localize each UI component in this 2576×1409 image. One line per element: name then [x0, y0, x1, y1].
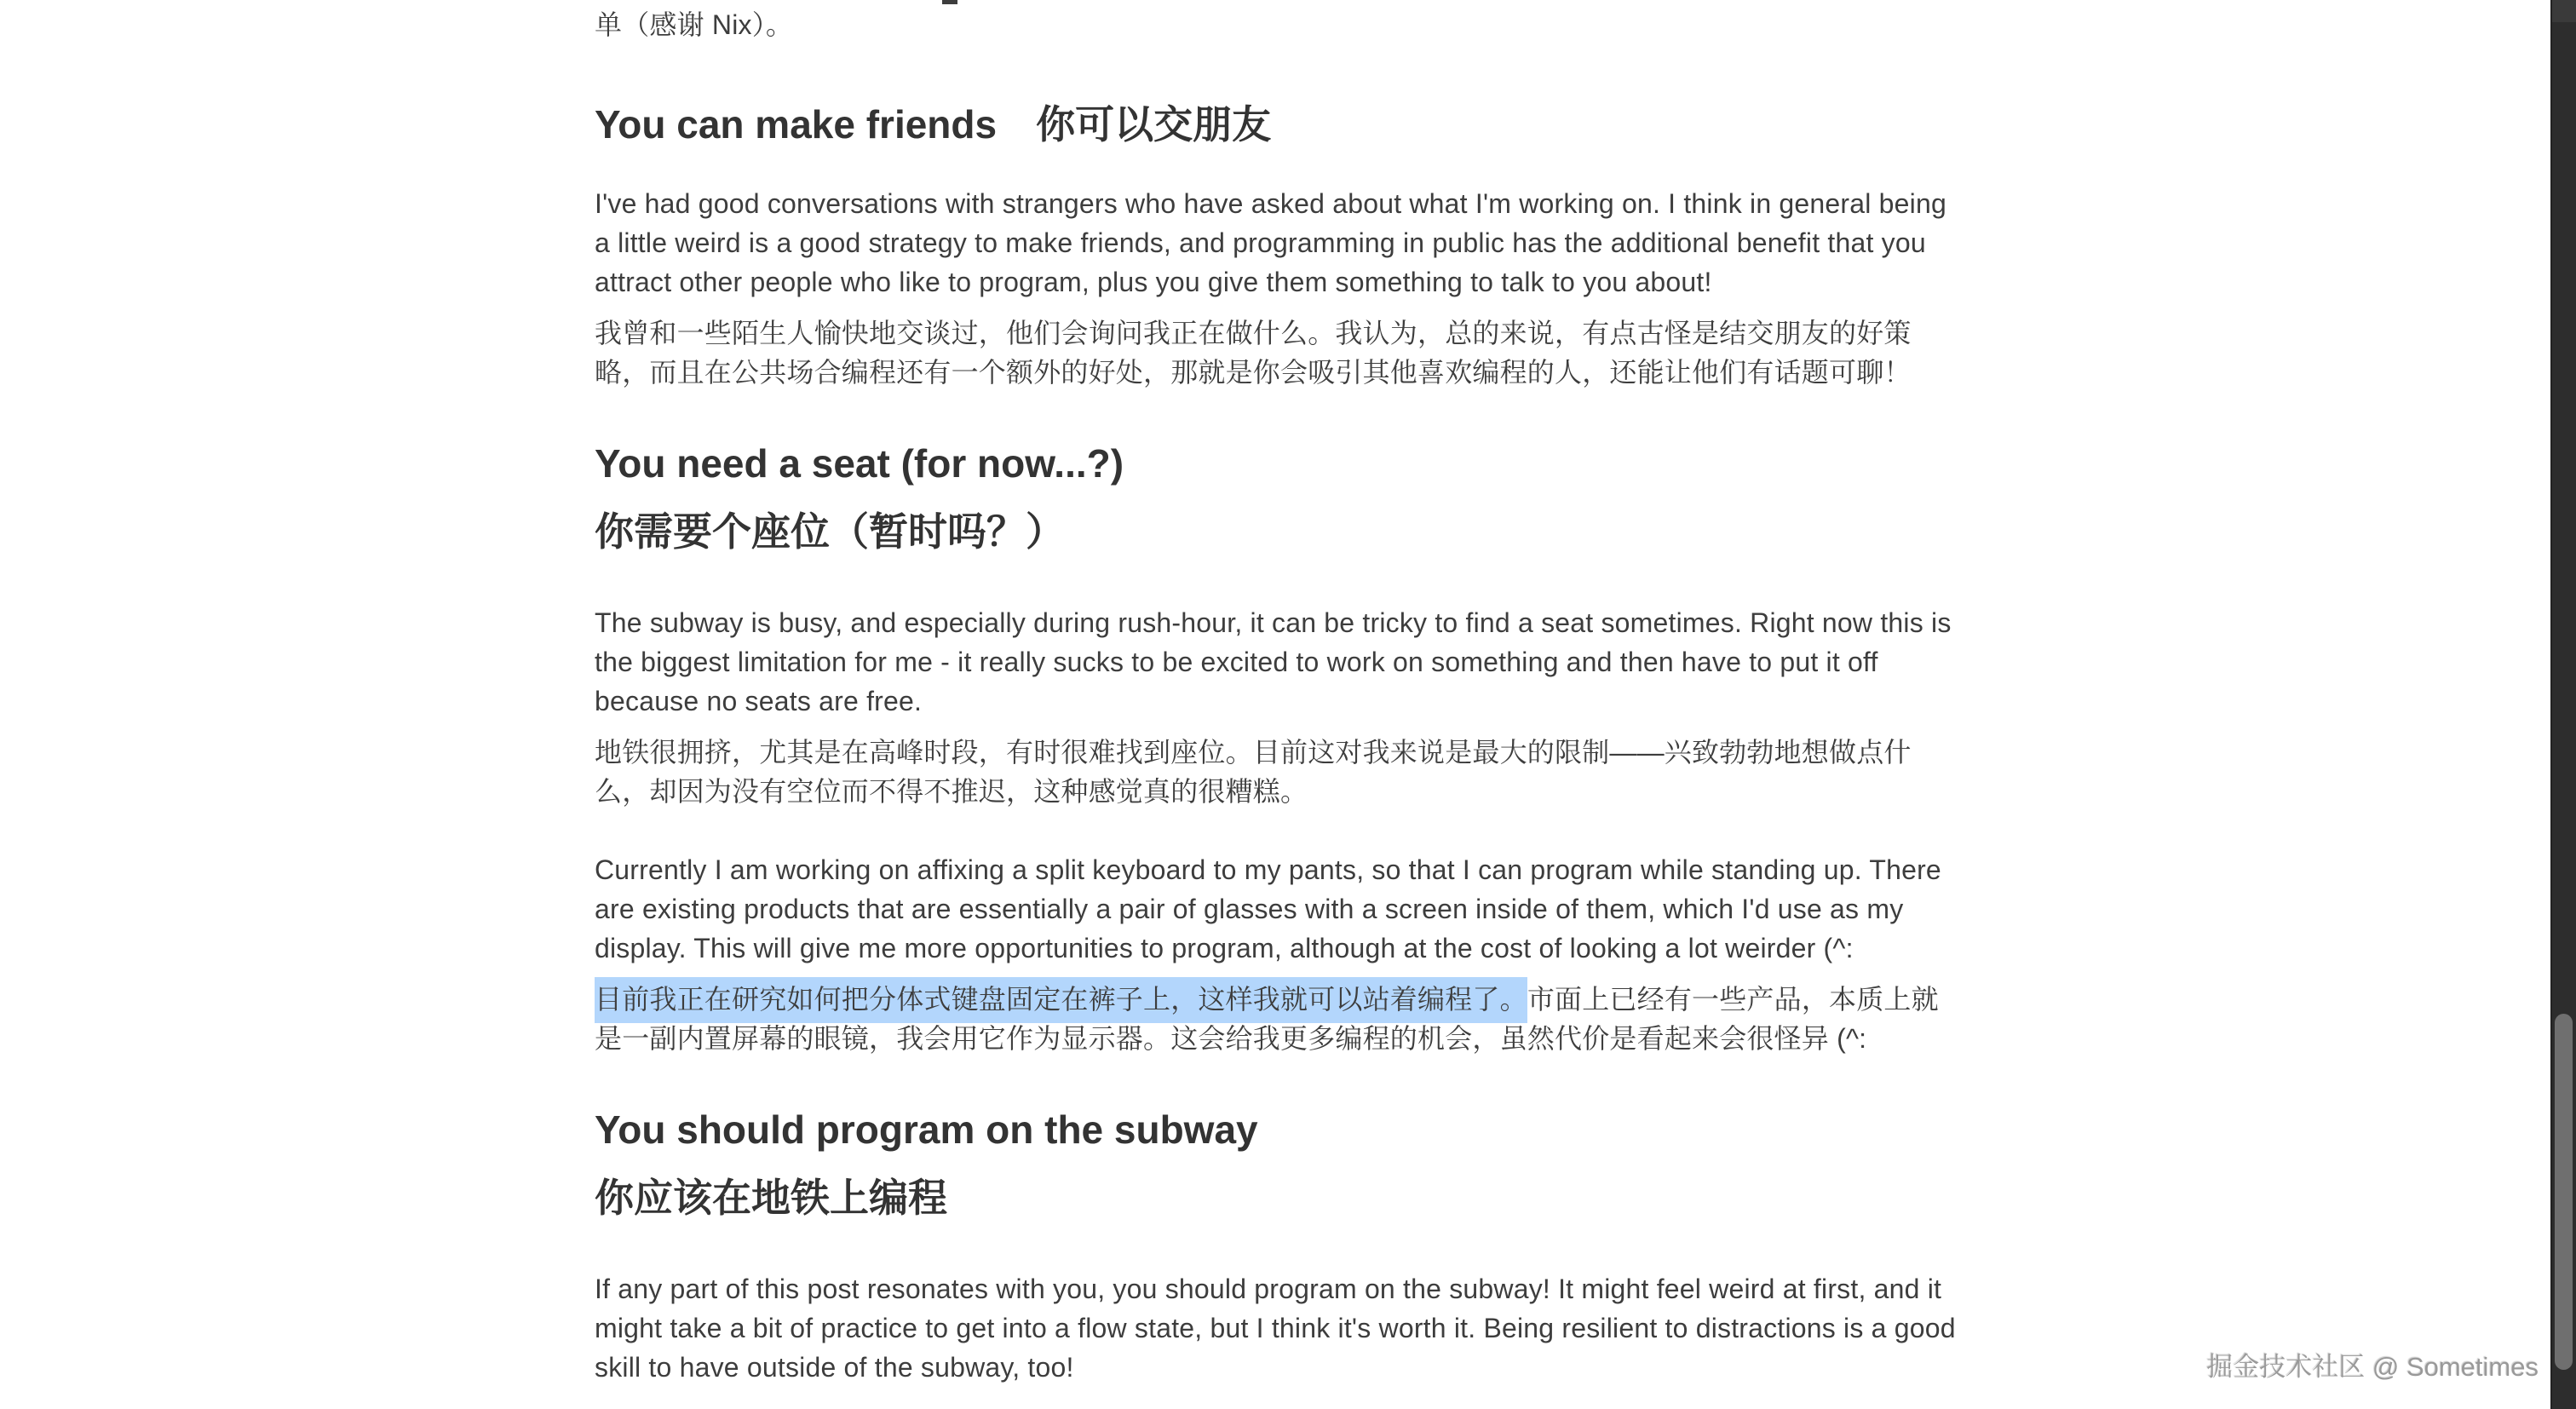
heading-need-seat-zh: 你需要个座位（暂时吗？） [595, 509, 1065, 554]
clipped-paragraph-tail: 单（感谢 Nix）。 [595, 9, 794, 40]
scrollbar-top-cap [2552, 0, 2576, 22]
heading-should-program-en: You should program on the subway [595, 1107, 1258, 1152]
watermark: 掘金技术社区 @ Sometimes [2206, 1352, 2539, 1382]
paragraph-keyboard-zh [595, 980, 1958, 1058]
paragraph-keyboard-en: Currently I am working on affixing a split keyboard to my pants, so that I can program while standing up. There are existing products that are essentially a pair of glasses with a screen inside of them, which I'd use as my display. This will give me more opportunities to program, although at the cost of looking a lot weirder (^: [595, 854, 1941, 963]
paragraph-subway-zh: 地铁很拥挤，尤其是在高峰时段，有时很难找到座位。目前这对我来说是最大的限制——兴致勃勃地想做点什么，却因为没有空位而不得不推迟，这种感觉真的很糟糕。 [595, 737, 1912, 807]
scrollbar-thumb[interactable] [2555, 1014, 2573, 1370]
paragraph-resonates-en: If any part of this post resonates with you, you should program on the subway! It might feel weird at first, and it might take a bit of practice to get into a flow state, but I think it's worth it. Being resilient to distractions is a good skill to have outside of the subway, too! [595, 1274, 1956, 1383]
paragraph-keyboard-zh-rest: 市面上已经有一些产品，本质上就是一副内置屏幕的眼镜，我会用它作为显示器。这会给我更多编程的机会，虽然代价是看起来会很怪异 (^: [595, 984, 1939, 1054]
paragraph-subway-en: The subway is busy, and especially during rush-hour, it can be tricky to find a seat sometimes. Right now this is the biggest limitation for me - it really sucks to be excited to work on something and then have to put it off because no seats are free. [595, 607, 1952, 716]
paragraph-friends-en: I've had good conversations with strangers who have asked about what I'm working on. I think in general being a little weird is a good strategy to make friends, and programming in public has the additional benefit that you attract other people who like to program, plus you give them something to talk to you about! [595, 188, 1946, 297]
heading-should-program [595, 1096, 1958, 1232]
heading-need-seat [595, 429, 1958, 566]
clipped-glyph-artifact [942, 0, 957, 4]
heading-should-program-zh: 你应该在地铁上编程 [595, 1176, 947, 1220]
heading-make-friends: You can make friends 你可以交朋友 [595, 102, 1272, 147]
scrollbar-track[interactable] [2550, 0, 2576, 1409]
article-content [595, 0, 1958, 1387]
paragraph-friends-zh: 我曾和一些陌生人愉快地交谈过，他们会询问我正在做什么。我认为，总的来说，有点古怪是结交朋友的好策略，而且在公共场合编程还有一个额外的好处，那就是你会吸引其他喜欢编程的人，还能让他们有话题可聊！ [595, 318, 1912, 388]
selected-text-highlight[interactable]: 目前我正在研究如何把分体式键盘固定在裤子上，这样我就可以站着编程了。 [595, 977, 1527, 1023]
heading-need-seat-en: You need a seat (for now...?) [595, 441, 1124, 486]
